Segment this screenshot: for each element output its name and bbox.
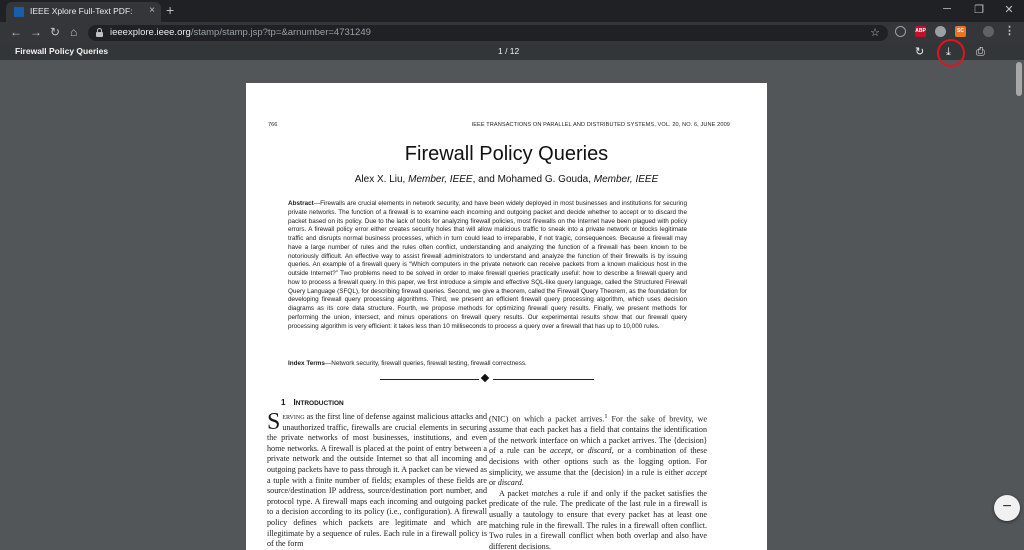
scrollbar-thumb[interactable] — [1016, 62, 1022, 96]
author-1-role: Member, IEEE — [408, 174, 473, 185]
col2-term: discard — [587, 446, 612, 456]
col2-text: (NIC) on which a packet arrives. — [489, 414, 605, 424]
author-2-role: Member, IEEE — [593, 174, 659, 185]
menu-kebab-icon[interactable]: ⋮ — [1004, 25, 1015, 37]
index-terms-label: Index Terms — [288, 360, 325, 367]
chat-extension-icon[interactable] — [935, 26, 946, 37]
index-terms-text: —Network security, firewall queries, firewall testing, firewall correctness. — [324, 360, 527, 367]
col2-text: a rule if and only if the packet satisfies the predicate of the rule. The predicate of the last rule in a firewall is usually a tautology to ensure that every packet has at least one matching rule in the firewall. The rules in a firewall often conflict. Two rules in a firewall conflict when both overlap and also have different decisions. — [489, 488, 707, 550]
browser-toolbar — [0, 22, 1024, 44]
page-indicator[interactable]: 1 / 12 — [498, 46, 520, 56]
column-left — [267, 409, 487, 550]
pdf-document-title: Firewall Policy Queries — [15, 46, 109, 56]
divider-left — [380, 379, 479, 380]
abstract-text: —Firewalls are crucial elements in network security, and have been widely deployed in most businesses and institutions for securing private networks. The function of a firewall is to examine each incoming and outgoing packet and decide whether to accept or to discard the packet based on its policy. Due to the lack of tools for analyzing firewall policies, most firewalls on the Internet have been plagued with policy errors. A firewall policy error either creates security holes that will allow malicious traffic to sneak into a private network or blocks legitimate traffic and disrupts normal business processes, which in turn could lead to irreparable, if not tragic, consequences. Because a firewall may have a large number of rules and the rules often conflict, understanding and analyzing the function of a firewall has been known to be notoriously difficult. An effective way to assist firewall administrators to understand and analyze the function of their firewalls is by issuing queries. An example of a firewall query is “Which computers in the private network can receive packets from a known malicious host in the outside Internet?” Two problems need to be solved in order to make firewall queries practically useful: how to describe a firewall query and how to process a firewall query. In this paper, we first introduce a simple and effective SQL-like query language, called the Structured Firewall Query Language (SFQL), for describing firewall queries. Second, we give a theorem, called the Firewall Query Theorem, as the foundation for developing firewall query processing algorithms. Third, we present an efficient firewall query processing algorithm, which uses decision diagrams as its core data structure. Fourth, we propose methods for optimizing firewall query results. Finally, we present methods for performing the union, intersect, and minus operations on firewall query results. Our experimental results show that our firewall query processing algorithm is very efficient: it takes less than 10 milliseconds to process a query over a firewall that has up to 10,000 rules. — [288, 200, 687, 330]
section-cap: I — [293, 398, 296, 407]
url-path: /stamp/stamp.jsp?tp=&arnumber=4731249 — [190, 27, 371, 38]
col2-text: in a rule is either — [624, 467, 686, 477]
section-number: 1 — [281, 398, 286, 407]
col2-paragraph-2 — [489, 489, 707, 550]
col1-smallcaps: erving — [282, 412, 305, 421]
paper-authors — [246, 174, 767, 185]
minimize-icon[interactable]: ─ — [943, 3, 951, 15]
ieee-favicon-icon — [14, 7, 24, 17]
tab-title: IEEE Xplore Full-Text PDF: — [30, 6, 133, 16]
col2-term: accept — [685, 467, 708, 477]
col2-term: accept — [550, 446, 572, 456]
col2-text: of a rule can be — [489, 446, 551, 456]
col2-term: ⟨decision⟩ — [590, 467, 625, 477]
tab-strip — [0, 0, 1024, 22]
col2-term: matches — [531, 488, 559, 498]
lock-icon[interactable] — [96, 28, 103, 37]
reload-icon[interactable]: ↻ — [50, 25, 61, 39]
abstract-label: Abstract — [288, 200, 314, 207]
url-text[interactable] — [110, 27, 371, 38]
section-heading — [281, 398, 344, 407]
section-title-rest: NTRODUCTION — [295, 400, 344, 407]
download-icon[interactable]: ⤓ — [946, 46, 951, 58]
col2-text: , or a combination of these decisions with other options such as the logging option. For simplicity, we assume that the — [489, 446, 708, 477]
url-domain: ieeexplore.ieee.org — [110, 27, 191, 38]
restore-icon[interactable]: ❐ — [974, 4, 984, 16]
divider-right — [493, 379, 594, 380]
author-1: Alex X. Liu, — [354, 174, 409, 185]
divider-diamond — [481, 374, 489, 382]
home-icon[interactable]: ⌂ — [70, 25, 78, 39]
bookmark-star-icon[interactable]: ☆ — [870, 27, 880, 39]
pdf-toolbar — [0, 44, 1024, 60]
sc-extension-icon[interactable]: SC — [955, 26, 966, 37]
col2-paragraph-1 — [489, 412, 707, 489]
col2-term: discard — [497, 478, 522, 488]
forward-icon[interactable]: → — [30, 25, 42, 39]
window-close-icon[interactable]: ✕ — [1004, 4, 1014, 16]
new-tab-icon[interactable]: + — [166, 2, 175, 18]
profile-avatar[interactable] — [983, 26, 994, 37]
address-bar[interactable] — [88, 25, 888, 41]
pdf-page — [246, 83, 767, 550]
index-terms — [288, 360, 687, 367]
zoom-out-button[interactable]: − — [994, 495, 1020, 521]
rotate-icon[interactable]: ↻ — [915, 46, 925, 58]
footnote-mark: 1 — [604, 413, 608, 420]
col2-text: For the sake of brevity, we assume that each packet has a field that contains the identification of the network interface on which a packet arrives. The — [489, 414, 707, 445]
journal-header: IEEE TRANSACTIONS ON PARALLEL AND DISTRIBUTED SYSTEMS, VOL. 20, NO. 6, JUNE 2009 — [471, 122, 730, 128]
back-icon[interactable]: ← — [10, 25, 22, 39]
author-join: , and Mohamed G. Gouda, — [472, 174, 594, 185]
col2-text: , or — [571, 446, 588, 456]
col1-text: as the first line of defense against malicious attacks and unauthorized traffic, firewalls are crucial elements in securing the private networks of most businesses, institutions, and even home networks. A firewall is placed at the point of entry between a private network and the outside Internet so that all incoming and outgoing packets have to pass through it. A packet can be viewed as a tuple with a finite number of fields; examples of these fields are source/destination IP address, source/destination port number, and protocol type. A firewall maps each incoming and outgoing packet to a decision according to its policy (i.e., configuration). A firewall policy defines which packets are legitimate and which are illegitimate by a sequence of rules. Each rule in a firewall policy is of the form — [267, 412, 487, 549]
print-icon[interactable]: ⎙ — [976, 46, 985, 58]
column-right — [489, 412, 707, 550]
abp-icon[interactable]: ABP — [915, 26, 926, 37]
download-highlight-ring — [937, 39, 965, 67]
tab-ieee-xplore[interactable] — [6, 2, 161, 22]
tab-close-icon[interactable]: × — [149, 5, 155, 16]
col2-text: . — [521, 478, 524, 488]
col2-term: ⟨decision⟩ — [673, 435, 707, 445]
col2-text: A packet — [499, 488, 532, 498]
abstract — [288, 200, 687, 331]
page-number: 766 — [268, 122, 278, 128]
col2-text: or — [489, 478, 498, 488]
drop-cap: S — [267, 409, 281, 435]
extension-circle-icon[interactable] — [895, 26, 906, 37]
scrollbar[interactable] — [1014, 60, 1024, 550]
paper-title: Firewall Policy Queries — [404, 143, 609, 165]
